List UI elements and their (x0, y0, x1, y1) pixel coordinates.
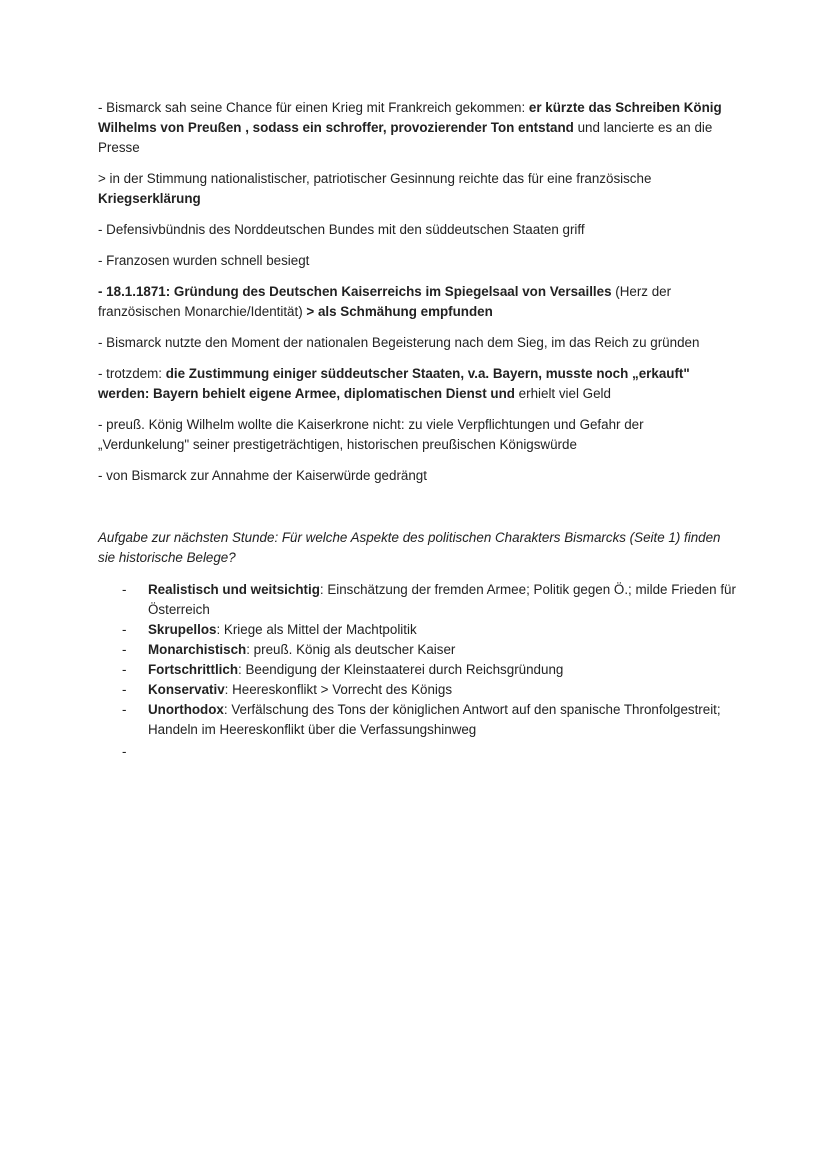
aspect-text: : Beendigung der Kleinstaaterei durch Reichsgründung (238, 662, 564, 677)
aspect-text: : preuß. König als deutscher Kaiser (246, 642, 456, 657)
paragraph-text: (Herz der französischen Monarchie/Identität) (98, 284, 672, 319)
aspect-term: Monarchistisch (148, 642, 247, 657)
aspect-text: : Einschätzung der fremden Armee; Politik gegen Ö.; milde Frieden für Österreich (148, 582, 736, 617)
list-item (98, 640, 738, 660)
paragraph-bold-text: > als Schmähung empfunden (306, 304, 493, 319)
paragraph-bold-text: - 18.1.1871: Gründung des Deutschen Kaiserreichs im Spiegelsaal von Versailles (98, 284, 612, 299)
paragraph-declaration-of-war (98, 169, 738, 209)
paragraph-text: - Franzosen wurden schnell besiegt (98, 253, 310, 268)
paragraph-text: - Bismarck nutzte den Moment der nationalen Begeisterung nach dem Sieg, im das Reich zu gründen (98, 335, 700, 350)
list-item (98, 660, 738, 680)
list-dash: - (122, 702, 127, 717)
paragraph-text: - Bismarck sah seine Chance für einen Krieg mit Frankreich gekommen: (98, 100, 529, 115)
paragraph-defensive-alliance (98, 220, 738, 240)
aspect-text: : Kriege als Mittel der Machtpolitik (216, 622, 417, 637)
paragraph-empire-founding (98, 282, 738, 322)
paragraph-text: - trotzdem: (98, 366, 166, 381)
list-item (98, 620, 738, 640)
aspect-text: : Verfälschung des Tons der königlichen Antwort auf den spanische Thronfolgestreit; Handeln im Heereskonflikt über die Verfassungshinweg (148, 702, 721, 737)
list-item (98, 680, 738, 700)
list-dash: - (122, 682, 127, 697)
paragraph-bold-text: die Zustimmung einiger süddeutscher Staaten, v.a. Bayern, musste noch „erkauft" werden: Bayern behielt eigene Armee, diplomatischen Dienst und (98, 366, 690, 401)
paragraph-bold-text: Kriegserklärung (98, 191, 201, 206)
aspects-list (98, 580, 738, 762)
aspect-term: Skrupellos (148, 622, 217, 637)
list-dash: - (122, 744, 127, 759)
list-dash: - (122, 622, 127, 637)
paragraph-text: erhielt viel Geld (514, 386, 611, 401)
aspect-term: Konservativ (148, 682, 225, 697)
paragraph-pushed-by-bismarck (98, 466, 738, 486)
paragraph-emperor-crown (98, 415, 738, 455)
paragraph-ems-dispatch (98, 98, 738, 158)
paragraph-national-enthusiasm (98, 333, 738, 353)
paragraph-text: - von Bismarck zur Annahme der Kaiserwürde gedrängt (98, 468, 427, 483)
list-item (98, 700, 738, 740)
list-dash: - (122, 662, 127, 677)
homework-task: Aufgabe zur nächsten Stunde: Für welche Aspekte des politischen Charakters Bismarcks (Seite 1) finden sie historische Belege? (98, 530, 721, 565)
aspect-text: : Heereskonflikt > Vorrecht des Königs (224, 682, 453, 697)
aspect-term: Unorthodox (148, 702, 224, 717)
paragraph-french-defeat (98, 251, 738, 271)
paragraph-text: und lancierte es an die Presse (98, 120, 713, 155)
paragraph-bold-text: er kürzte das Schreiben König Wilhelms von Preußen , sodass ein schroffer, provozierender Ton entstand (98, 100, 722, 135)
paragraph-southern-states (98, 364, 738, 404)
paragraph-text: - Defensivbündnis des Norddeutschen Bundes mit den süddeutschen Staaten griff (98, 222, 585, 237)
list-item (98, 742, 738, 762)
aspect-term: Fortschrittlich (148, 662, 239, 677)
paragraph-text: > in der Stimmung nationalistischer, patriotischer Gesinnung reichte das für eine französische (98, 171, 652, 186)
list-dash: - (122, 582, 127, 597)
aspect-term: Realistisch und weitsichtig (148, 582, 320, 597)
list-dash: - (122, 642, 127, 657)
list-item (98, 580, 738, 620)
paragraph-text: - preuß. König Wilhelm wollte die Kaiserkrone nicht: zu viele Verpflichtungen und Gefahr der „Verdunkelung" seiner prestigeträchtigen, historischen preußischen Königswürde (98, 417, 644, 452)
